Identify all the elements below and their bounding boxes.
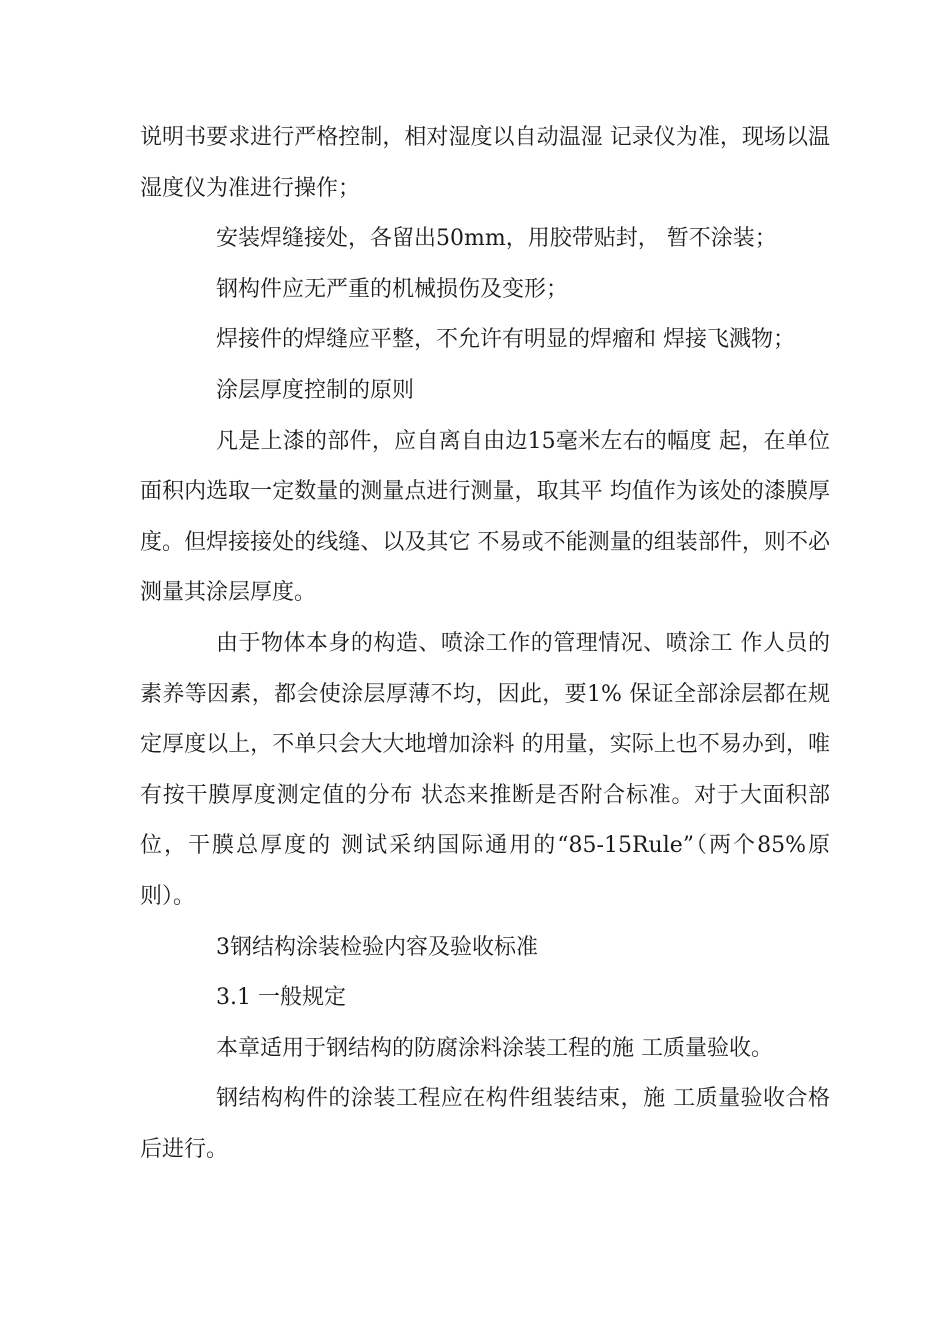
paragraph-1: 说明书要求进行严格控制，相对湿度以自动温湿 记录仪为准，现场以温湿度仪为准进行操作； (140, 125, 830, 201)
paragraph-2: 安装焊缝接处，各留出50mm，用胶带贴封， 暂不涂装； (216, 226, 777, 252)
paragraph-4: 焊接件的焊缝应平整，不允许有明显的焊瘤和 焊接飞溅物； (216, 327, 795, 353)
paragraph-3: 钢构件应无严重的机械损伤及变形； (216, 276, 569, 302)
section-heading-3: 3钢结构涂装检验内容及验收标准 (216, 934, 538, 960)
paragraph-11: 钢结构构件的涂装工程应在构件组装结束，施 工质量验收合格后进行。 (140, 1086, 830, 1162)
paragraph-10: 本章适用于钢结构的防腐涂料涂装工程的施 工质量验收。 (216, 1035, 773, 1061)
paragraph-6: 凡是上漆的部件，应自离自由边15毫米左右的幅度 起，在单位面积内选取一定数量的测量点进行测量，取其平 均值作为该处的漆膜厚度。但焊接接处的线缝、以及其它 不易或不能测量的组装部件，则不必测量其涂层厚度。 (140, 428, 830, 606)
section-heading-3-1: 3.1 一般规定 (216, 985, 346, 1011)
section-heading-coating-thickness: 涂层厚度控制的原则 (216, 377, 415, 403)
paragraph-7: 由于物体本身的构造、喷涂工作的管理情况、喷涂工 作人员的素养等因素，都会使涂层厚薄不均，因此，要1% 保证全部涂层都在规定厚度以上，不单只会大大地增加涂料 的用量，实际上也不易办到，唯有按干膜厚度测定值的分布 状态来推断是否附合标准。对于大面积部位，干膜总厚度的 测试采纳国际通用的“85-15Rule”（两个85%原则）。 (140, 630, 830, 909)
document-body (140, 113, 830, 1175)
